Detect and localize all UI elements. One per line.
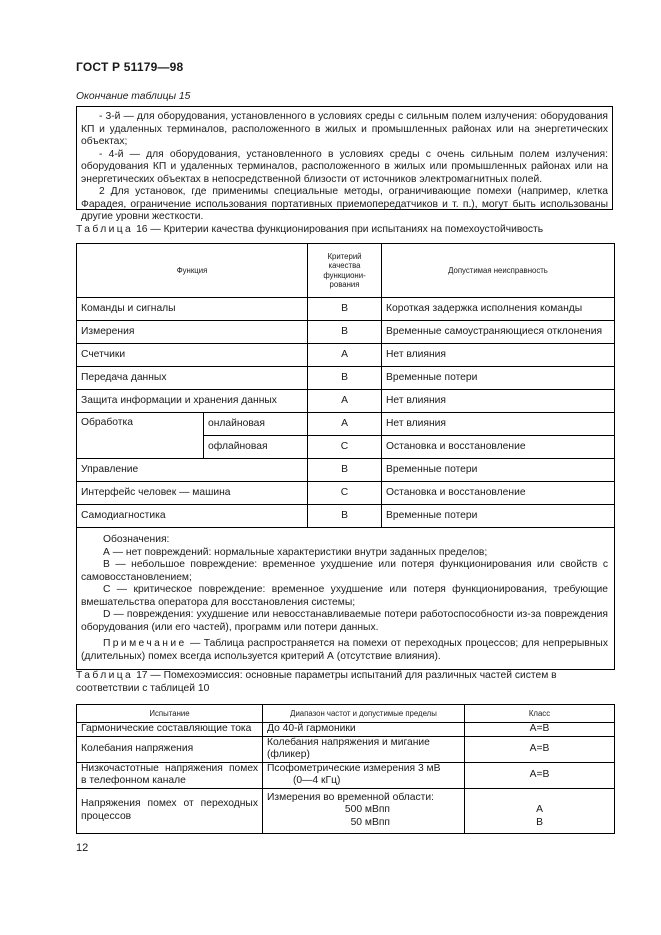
- fault-cell: Нет влияния: [382, 413, 615, 436]
- table15-paragraph: 2 Для установок, где применимы специальные методы, ограничивающие помехи (например, клетка Фарадея, ограничение использования портативных приемопередатчиков и т. п.), могут быть использованы другие уровни жесткости.: [81, 186, 608, 223]
- range-value: 500 мВпп: [344, 804, 390, 816]
- function-cell: Измерения: [77, 321, 308, 344]
- fault-cell: Временные самоустраняющиеся отклонения: [382, 321, 615, 344]
- fault-cell: Нет влияния: [382, 390, 615, 413]
- range-cell: [263, 762, 465, 788]
- criterion-cell: B: [308, 505, 382, 528]
- table17-header-class: Класс: [465, 705, 615, 723]
- mode-cell: онлайновая: [204, 413, 308, 436]
- table17-title: — Помехоэмиссия: основные параметры испытаний для различных частей систем в соответствии с таблицей 10: [76, 670, 557, 694]
- table17-header-range: Диапазон частот и допустимые пределы: [263, 705, 465, 723]
- criterion-cell: B: [308, 367, 382, 390]
- remark-text: — Таблица распространяется на помехи от переходных процессов; для непрерывных (длительных) помех всегда используется критерий А (отсутствие влияния).: [81, 638, 608, 662]
- fault-cell: Нет влияния: [382, 344, 615, 367]
- function-cell: Обработка: [77, 413, 204, 459]
- table16-notes-row: [77, 528, 615, 670]
- table16-header-row: [77, 244, 615, 298]
- table16-header-fault: Допустимая неисправность: [382, 244, 615, 298]
- function-cell: Передача данных: [77, 367, 308, 390]
- table-row: [77, 762, 615, 788]
- function-cell: Защита информации и хранения данных: [77, 390, 308, 413]
- class-cell: A=B: [465, 736, 615, 762]
- table-row: [77, 390, 615, 413]
- class-value: B: [536, 817, 543, 828]
- test-cell: Напряжения помех от переходных процессов: [77, 788, 263, 833]
- notes-item: А — нет повреждений: нормальные характеристики внутри заданных пределов;: [103, 546, 488, 558]
- table-row: [77, 736, 615, 762]
- range-cell: [263, 788, 465, 833]
- test-cell: Гармонические составляющие тока: [77, 723, 263, 737]
- criterion-cell: B: [308, 321, 382, 344]
- table-row: [77, 505, 615, 528]
- table-row: [77, 367, 615, 390]
- criterion-cell: A: [308, 390, 382, 413]
- fault-cell: Короткая задержка исполнения команды: [382, 298, 615, 321]
- class-cell: [465, 788, 615, 833]
- notes-remark: [81, 638, 608, 663]
- table15-paragraph: - 4-й — для оборудования, установленного в условиях среды с очень сильным полем излучения: оборудования КП и удаленных терминалов, расположенного в жилых или промышленных районах или на энергетических объектах в непосредственной близости от источников электромагнитных полей.: [81, 148, 608, 185]
- table15-end-box: [76, 106, 613, 223]
- range-line: Измерения во временной области:: [267, 791, 435, 803]
- table16-title: — Критерии качества функционирования при испытаниях на помехоустойчивость: [150, 224, 544, 235]
- function-cell: Команды и сигналы: [77, 298, 308, 321]
- table-row: [77, 413, 615, 436]
- fault-cell: Остановка и восстановление: [382, 436, 615, 459]
- function-cell: Счетчики: [77, 344, 308, 367]
- test-cell: Колебания напряжения: [77, 736, 263, 762]
- notes-item: В — небольшое повреждение: временное ухудшение или потеря функционирования или свойств с самовосстановлением;: [81, 559, 608, 583]
- criterion-cell: A: [308, 344, 382, 367]
- table16-header-criterion: Критерий качества функциони-рования: [308, 244, 382, 298]
- fault-cell: Остановка и восстановление: [382, 482, 615, 505]
- criterion-cell: A: [308, 413, 382, 436]
- table-row: [77, 298, 615, 321]
- table16-label: Таблица: [76, 224, 134, 235]
- table17: [76, 704, 615, 834]
- fault-cell: Временные потери: [382, 505, 615, 528]
- table17-label: Таблица: [76, 670, 134, 681]
- table-row: [77, 788, 615, 833]
- table16-notes: [77, 528, 615, 670]
- table16-caption: [76, 224, 616, 237]
- table17-number: 17: [136, 670, 148, 681]
- table-continuation-caption: Окончание таблицы 15: [76, 91, 191, 102]
- remark-label: Примечание: [103, 638, 187, 650]
- range-line: Псофометрические измерения 3 мВ: [267, 762, 441, 774]
- table-row: [77, 459, 615, 482]
- table16-header-function: Функция: [77, 244, 308, 298]
- fault-cell: Временные потери: [382, 367, 615, 390]
- table-row: [77, 321, 615, 344]
- function-cell: Интерфейс человек — машина: [77, 482, 308, 505]
- fault-cell: Временные потери: [382, 459, 615, 482]
- table-row: [77, 723, 615, 737]
- criterion-cell: C: [308, 436, 382, 459]
- range-cell: Колебания напряжения и мигание (фликер): [263, 736, 465, 762]
- table15-paragraph: - 3-й — для оборудования, установленного в условиях среды с сильным полем излучения: оборудования КП и удаленных терминалов, расположенного в жилых и промышленных районах или на энергетических объектах;: [81, 111, 608, 148]
- range-cell: До 40-й гармоники: [263, 723, 465, 737]
- document-title: ГОСТ Р 51179—98: [76, 60, 184, 74]
- function-cell: Управление: [77, 459, 308, 482]
- class-cell: A=B: [465, 762, 615, 788]
- mode-cell: офлайновая: [204, 436, 308, 459]
- notes-heading: Обозначения:: [103, 534, 170, 545]
- criterion-cell: C: [308, 482, 382, 505]
- range-value: 50 мВпп: [350, 817, 390, 828]
- table-row: [77, 482, 615, 505]
- class-value: A: [536, 804, 543, 816]
- table17-caption: [76, 670, 616, 695]
- notes-item: D — повреждения: ухудшение или невосстанавливаемые потери работоспособности из-за повреждения оборудования (или его частей), программ или потери данных.: [81, 609, 608, 633]
- table17-header-test: Испытание: [77, 705, 263, 723]
- table17-header-row: [77, 705, 615, 723]
- range-line: (0—4 кГц): [293, 775, 341, 787]
- table16-number: 16: [136, 224, 148, 235]
- criterion-cell: B: [308, 298, 382, 321]
- notes-item: С — критическое повреждение: временное ухудшение или потеря функционирования, требующие вмешательства оператора для восстановления системы;: [81, 584, 608, 608]
- criterion-cell: B: [308, 459, 382, 482]
- test-cell: Низкочастотные напряжения помех в телефонном канале: [77, 762, 263, 788]
- page-number: 12: [76, 842, 89, 854]
- class-cell: A=B: [465, 723, 615, 737]
- function-cell: Самодиагностика: [77, 505, 308, 528]
- table16: [76, 243, 615, 670]
- table-row: [77, 344, 615, 367]
